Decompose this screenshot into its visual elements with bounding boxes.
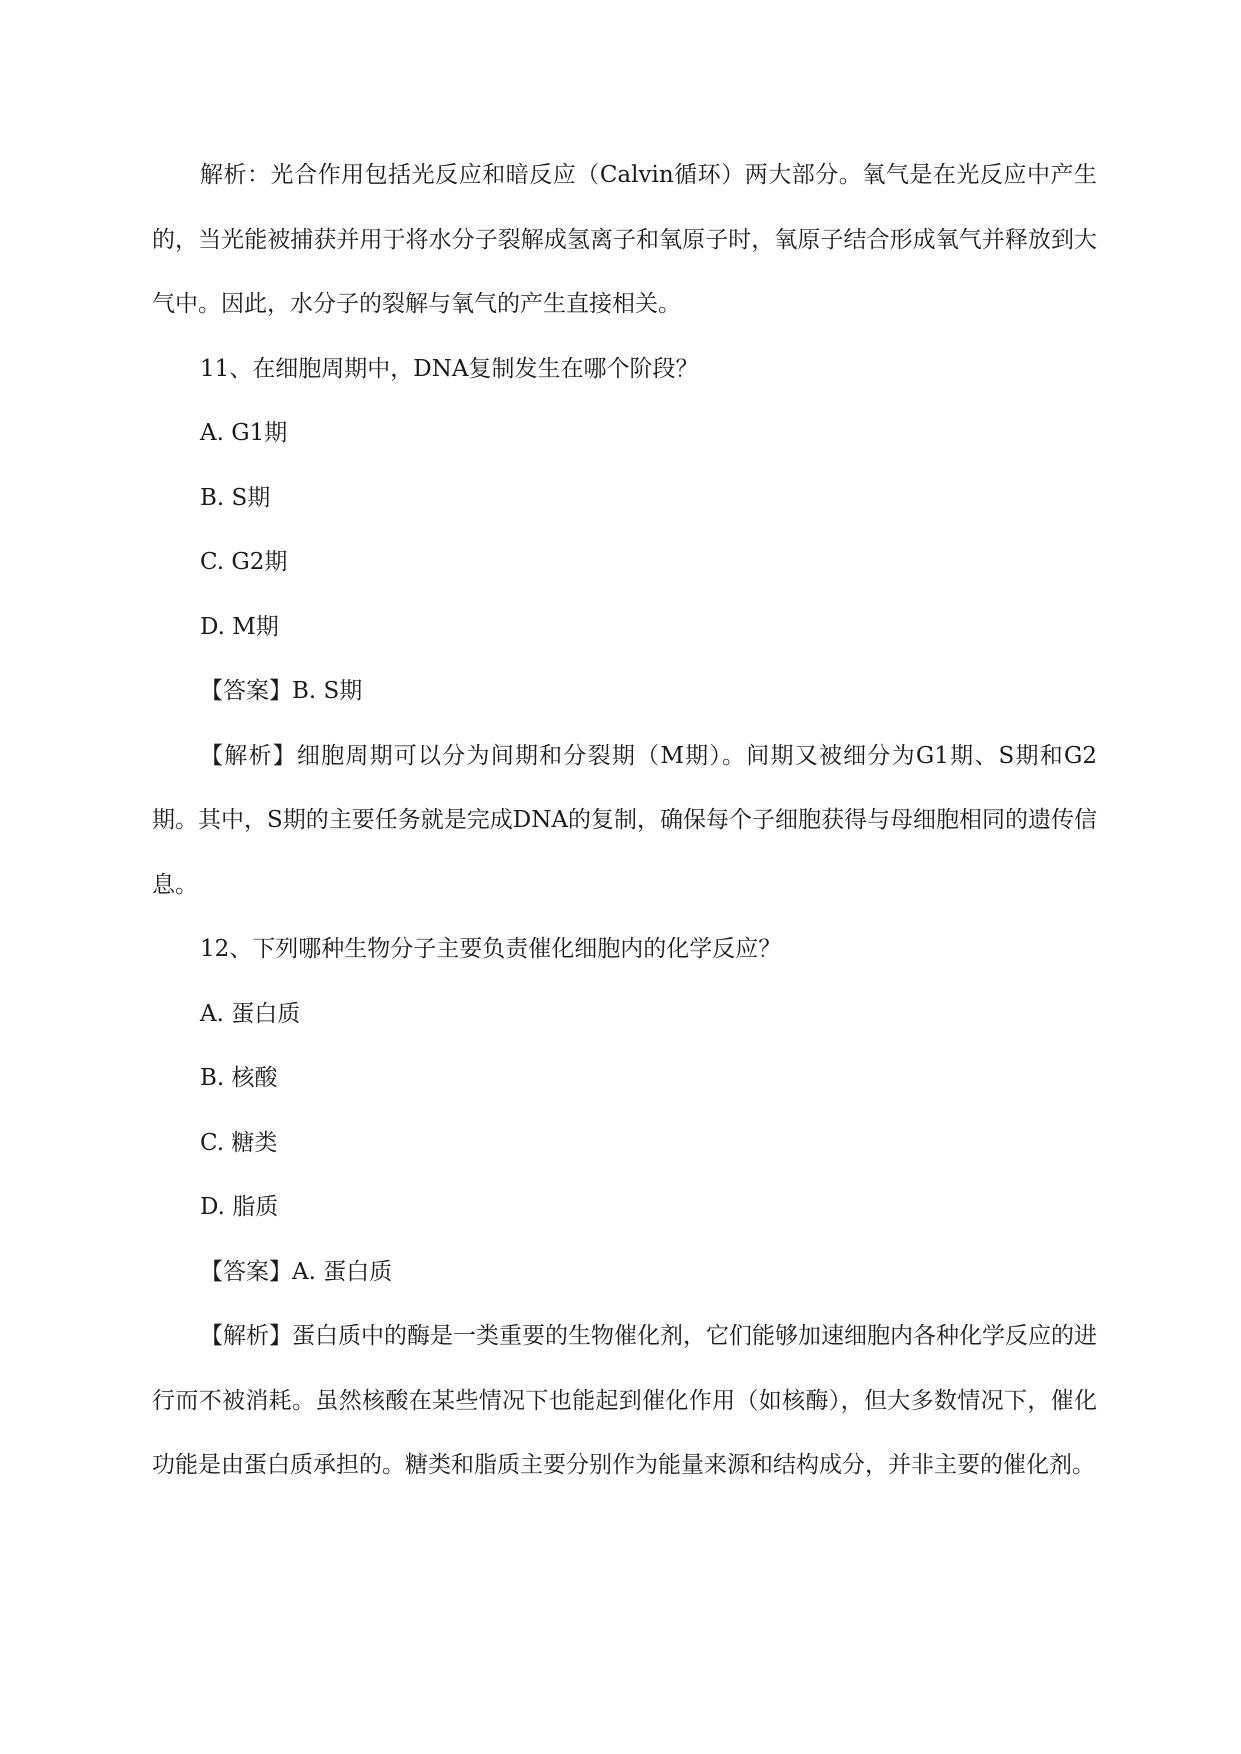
q11-answer: 【答案】B. S期 xyxy=(200,678,363,704)
q12-option-a: A. 蛋白质 xyxy=(200,1000,301,1027)
q12-option-d: D. 脂质 xyxy=(200,1194,279,1220)
q12-option-c: C. 糖类 xyxy=(200,1129,278,1156)
q12-answer: 【答案】A. 蛋白质 xyxy=(200,1258,393,1285)
q12-option-b: B. 核酸 xyxy=(200,1065,278,1091)
q11-analysis-paragraph: 【解析】细胞周期可以分为间期和分裂期（M期）。间期又被细分为G1期、S期和G2期。其中，S期的主要任务就是完成DNA的复制，确保每个子细胞获得与母细胞相同的遗传信息。 xyxy=(152,742,1097,898)
q12-analysis-paragraph: 【解析】蛋白质中的酶是一类重要的生物催化剂，它们能够加速细胞内各种化学反应的进行而不被消耗。虽然核酸在某些情况下也能起到催化作用（如核酶），但大多数情况下，催化功能是由蛋白质承担的。糖类和脂质主要分别作为能量来源和结构成分，并非主要的催化剂。 xyxy=(152,1323,1097,1478)
q11-option-d: D. M期 xyxy=(200,613,279,640)
q12-question: 12、下列哪种生物分子主要负责催化细胞内的化学反应？ xyxy=(200,936,782,962)
q11-option-a: A. G1期 xyxy=(200,420,288,446)
document-body xyxy=(152,143,1097,1498)
q10-analysis-paragraph: 解析：光合作用包括光反应和暗反应（Calvin循环）两大部分。氧气是在光反应中产生的，当光能被捕获并用于将水分子裂解成氢离子和氧原子时，氧原子结合形成氧气并释放到大气中。因此，水分子的裂解与氧气的产生直接相关。 xyxy=(152,162,1097,317)
q11-question: 11、在细胞周期中，DNA复制发生在哪个阶段？ xyxy=(200,355,699,382)
q11-option-b: B. S期 xyxy=(200,484,271,511)
q11-option-c: C. G2期 xyxy=(200,549,288,575)
